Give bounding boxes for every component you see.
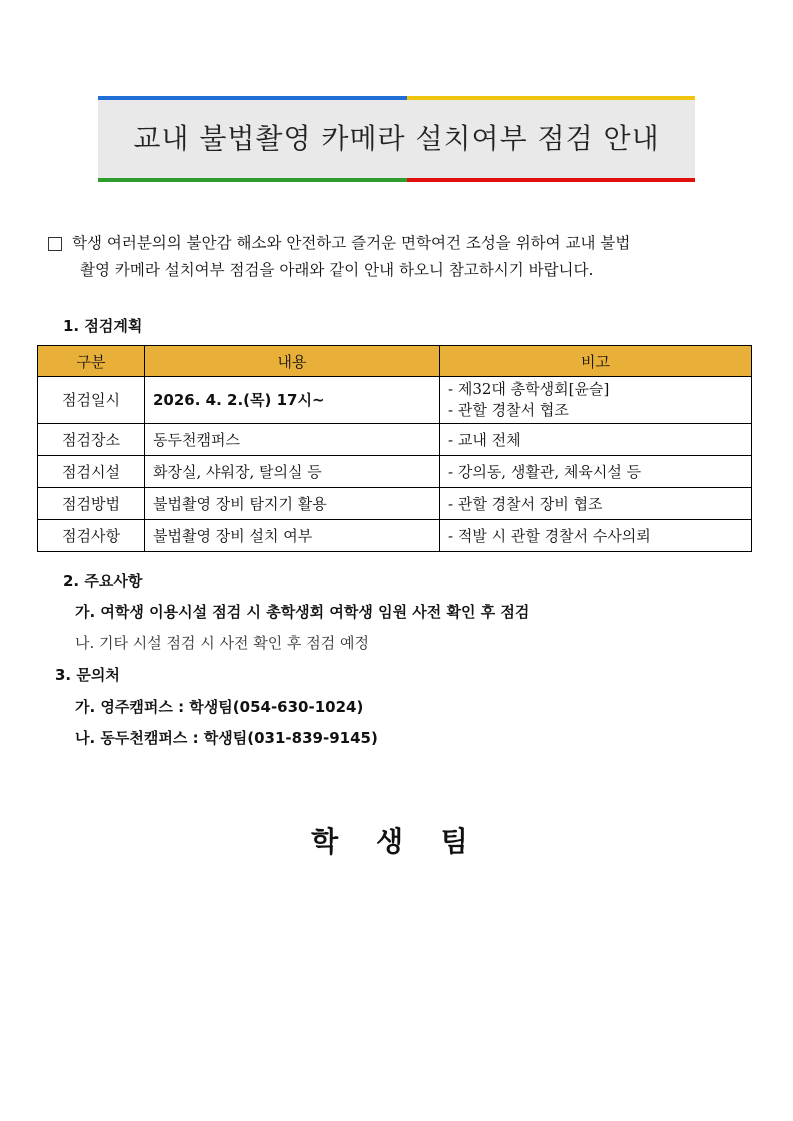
section3-item-b: 나. 동두천캠퍼스 : 학생팀(031-839-9145) [75,729,378,747]
table-row [38,424,752,456]
row-label: 점검시설 [38,456,145,488]
page-title: 교내 불법촬영 카메라 설치여부 점검 안내 [133,122,660,155]
table-row [38,520,752,552]
row-note: - 관할 경찰서 장비 협조 [440,488,752,520]
row-content: 2026. 4. 2.(목) 17시~ [145,377,440,424]
section2-item-b: 나. 기타 시설 점검 시 사전 확인 후 점검 예정 [75,634,370,652]
banner-bar-red [407,178,695,182]
section1-heading: 1. 점검계획 [63,317,143,335]
header-note: 비고 [440,346,752,377]
table-row [38,488,752,520]
row-note-line: - 관할 경찰서 협조 [448,401,569,419]
intro-paragraph [48,230,760,284]
intro-line-1: 학생 여러분의의 불안감 해소와 안전하고 즐거운 면학여건 조성을 위하여 교내 불법 [72,234,631,252]
row-note: - 강의동, 생활관, 체육시설 등 [440,456,752,488]
row-label: 점검일시 [38,377,145,424]
section2-heading: 2. 주요사항 [63,572,143,590]
row-note [440,377,752,424]
row-content: 불법촬영 장비 탐지기 활용 [145,488,440,520]
row-content: 화장실, 샤워장, 탈의실 등 [145,456,440,488]
row-note: - 교내 전체 [440,424,752,456]
row-content: 불법촬영 장비 설치 여부 [145,520,440,552]
header-category: 구분 [38,346,145,377]
section3-item-a: 가. 영주캠퍼스 : 학생팀(054-630-1024) [75,698,364,716]
section3-heading: 3. 문의처 [55,666,120,684]
section2-item-a: 가. 여학생 이용시설 점검 시 총학생회 여학생 임원 사전 확인 후 점검 [75,603,530,621]
table-header-row [38,346,752,377]
row-content: 동두천캠퍼스 [145,424,440,456]
intro-line-2: 촬영 카메라 설치여부 점검을 아래와 같이 안내 하오니 참고하시기 바랍니다. [80,261,594,279]
row-label: 점검사항 [38,520,145,552]
row-label: 점검장소 [38,424,145,456]
row-note: - 적발 시 관할 경찰서 수사의뢰 [440,520,752,552]
issuer-team: 학 생 팀 [311,825,482,858]
row-note-line: - 제32대 총학생회[윤슬] [448,380,610,398]
plan-table [37,345,752,552]
table-row [38,456,752,488]
table-row [38,377,752,424]
checkbox-square-icon [48,237,62,251]
title-banner [98,96,695,182]
banner-bar-green [98,178,407,182]
header-content: 내용 [145,346,440,377]
row-label: 점검방법 [38,488,145,520]
